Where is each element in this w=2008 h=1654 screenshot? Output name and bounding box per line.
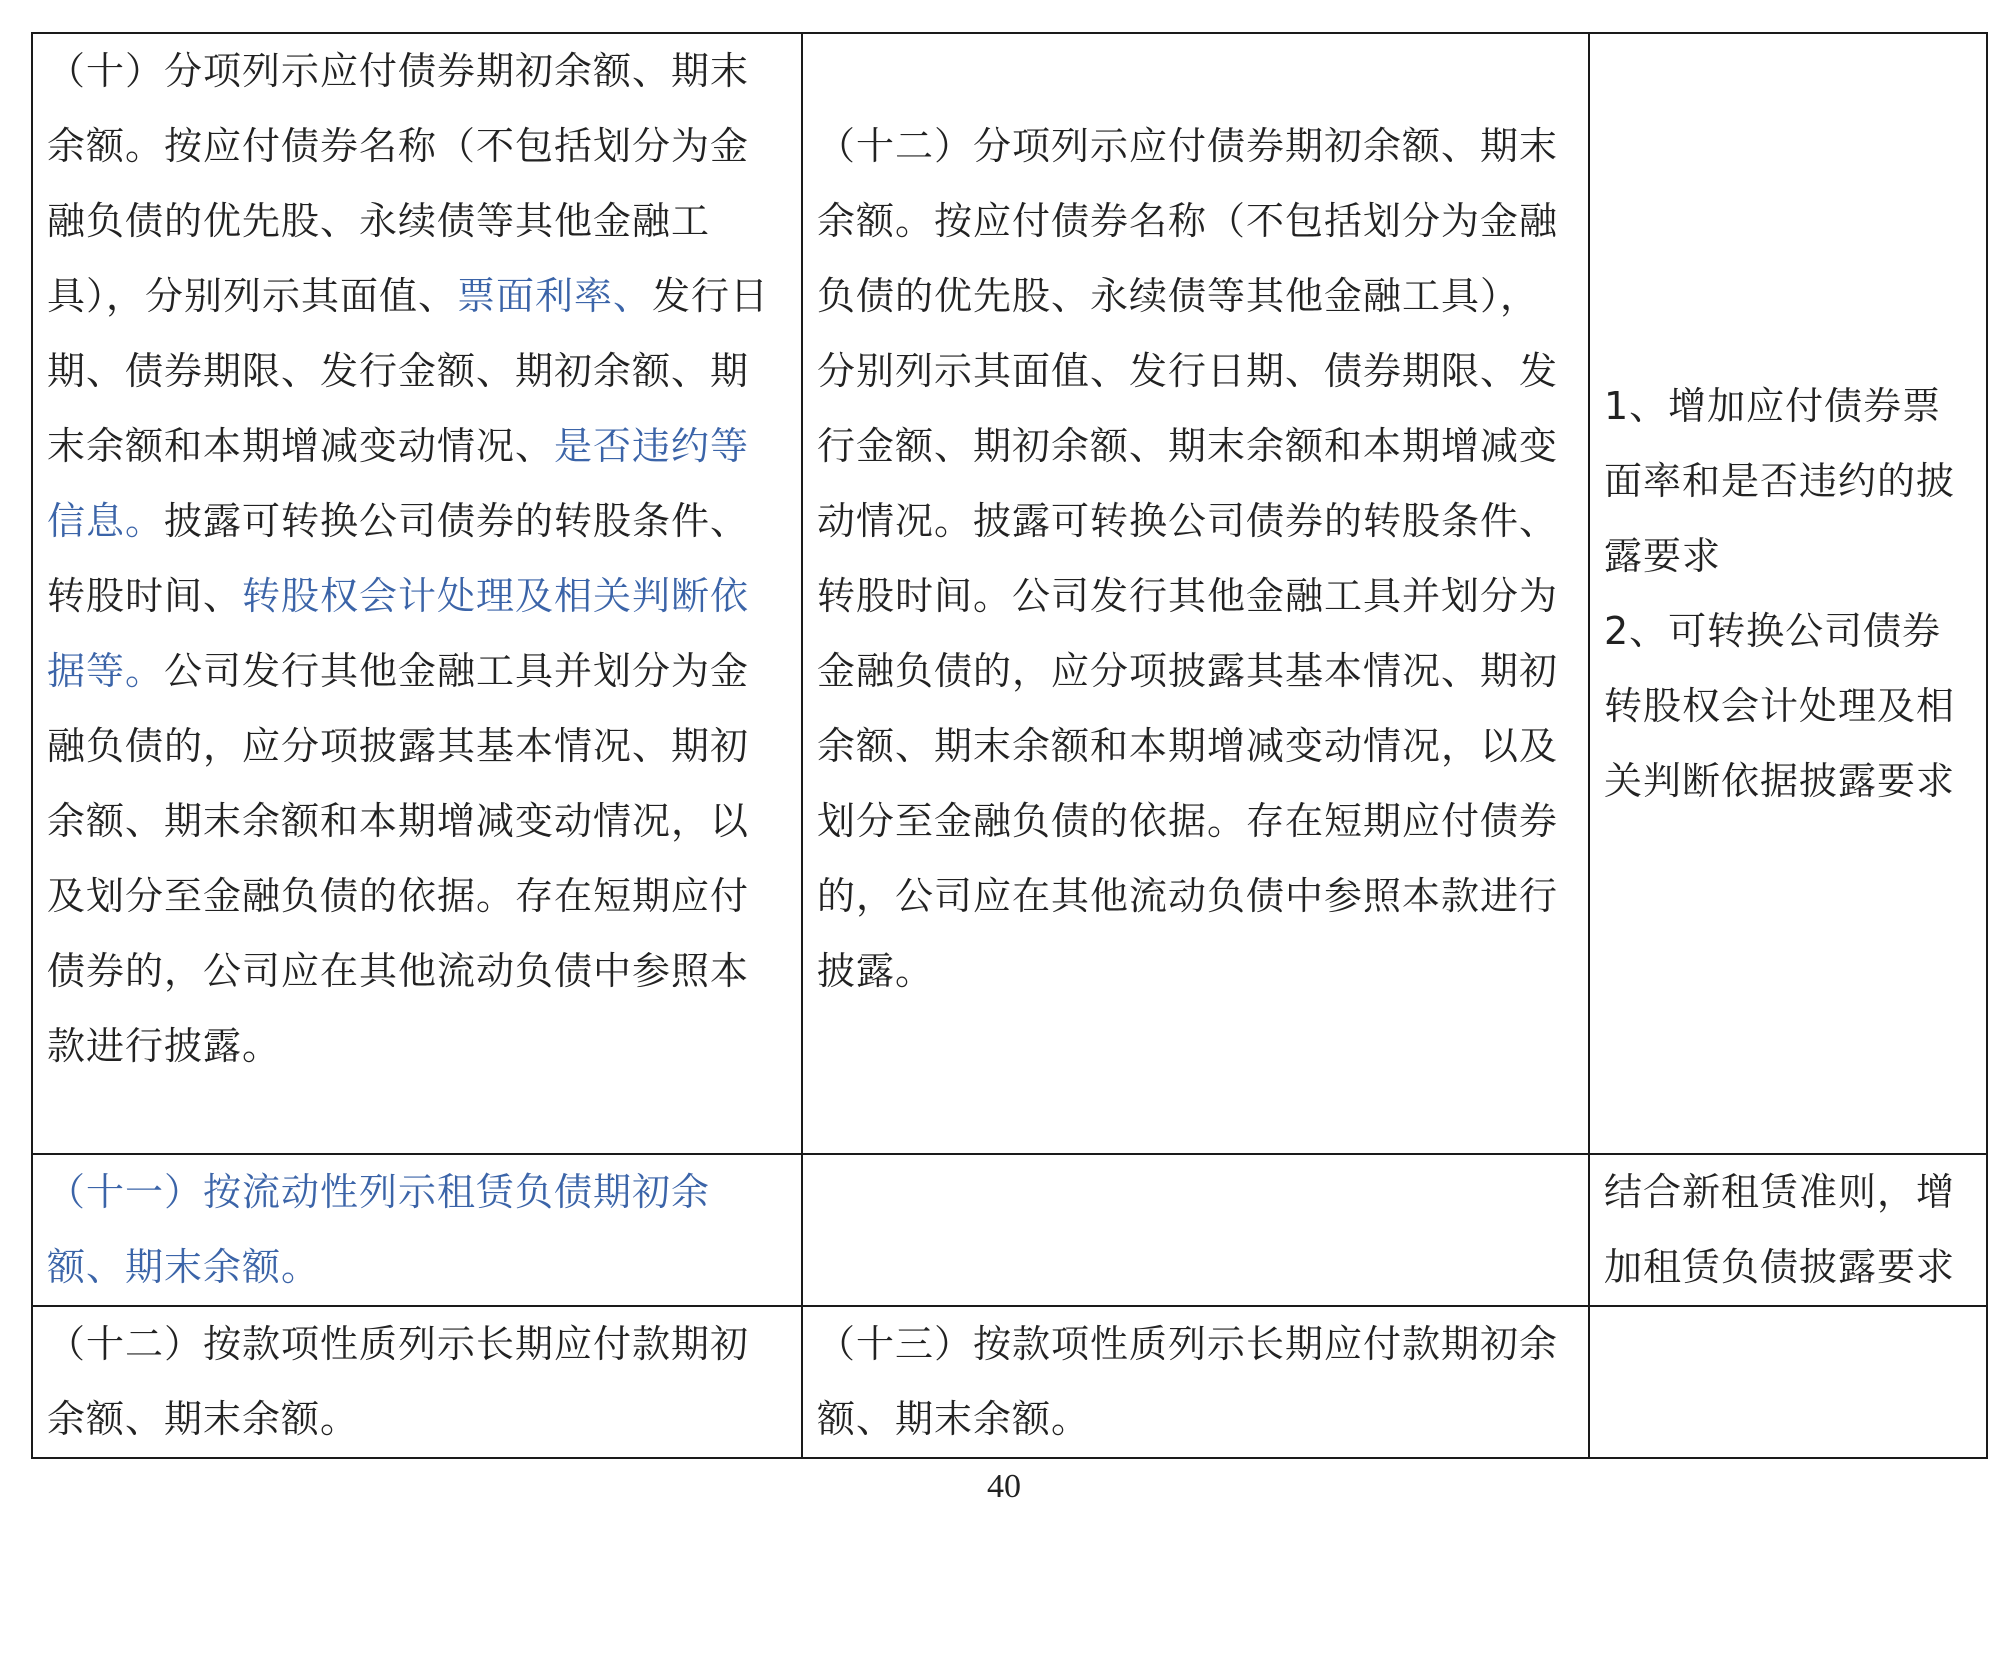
old-clause-cell [32, 1154, 802, 1306]
old-clause-cell [32, 33, 802, 1154]
new-clause-text: （十二）分项列示应付债券期初余额、期末余额。按应付债券名称（不包括划分为金融负债的优先股、永续债等其他金融工具），分别列示其面值、发行日期、债券期限、发行金额、期初余额、期末余额和本期增减变动情况。披露可转换公司债券的转股条件、转股时间。公司发行其他金融工具并划分为金融负债的，应分项披露其基本情况、期初余额、期末余额和本期增减变动情况，以及划分至金融负债的依据。存在短期应付债券的，公司应在其他流动负债中参照本款进行披露。 [817, 123, 1559, 993]
new-clause-cell [802, 1306, 1589, 1458]
highlighted-addition: 转股权会计处理及相关判断依据等。 [47, 574, 750, 693]
table-row [32, 33, 1987, 1154]
highlighted-addition: 是否违约等信息。 [47, 424, 750, 543]
old-clause-cell [32, 1306, 802, 1458]
new-clause-cell [802, 33, 1589, 1154]
change-note-line: 结合新租赁准则，增加租赁负债披露要求 [1604, 1170, 1956, 1289]
table-row [32, 1306, 1987, 1458]
page-number: 40 [987, 1468, 1021, 1505]
change-note-line: 1、增加应付债券票面率和是否违约的披露要求 [1604, 383, 1956, 578]
new-clause-cell [802, 1154, 1589, 1306]
comparison-table [31, 32, 1988, 1459]
old-clause-text: （十）分项列示应付债券期初余额、期末余额。按应付债券名称（不包括划分为金融负债的优先股、永续债等其他金融工具），分别列示其面值、票面利率、发行日期、债券期限、发行金额、期初余额、期末余额和本期增减变动情况、是否违约等信息。披露可转换公司债券的转股条件、转股时间、转股权会计处理及相关判断依据等。公司发行其他金融工具并划分为金融负债的，应分项披露其基本情况、期初余额、期末余额和本期增减变动情况，以及划分至金融负债的依据。存在短期应付债券的，公司应在其他流动负债中参照本款进行披露。 [47, 49, 770, 1068]
highlighted-addition: 票面利率、 [457, 274, 653, 318]
table-row [32, 1154, 1987, 1306]
change-note-line: 2、可转换公司债券转股权会计处理及相关判断依据披露要求 [1604, 608, 1956, 803]
change-note-cell [1589, 1154, 1987, 1306]
old-clause-text: （十二）按款项性质列示长期应付款期初余额、期末余额。 [47, 1322, 750, 1441]
new-clause-text: （十三）按款项性质列示长期应付款期初余额、期末余额。 [817, 1322, 1559, 1441]
change-note-cell [1589, 33, 1987, 1154]
highlighted-addition: （十一）按流动性列示租赁负债期初余额、期末余额。 [47, 1170, 711, 1289]
change-note-cell [1589, 1306, 1987, 1458]
